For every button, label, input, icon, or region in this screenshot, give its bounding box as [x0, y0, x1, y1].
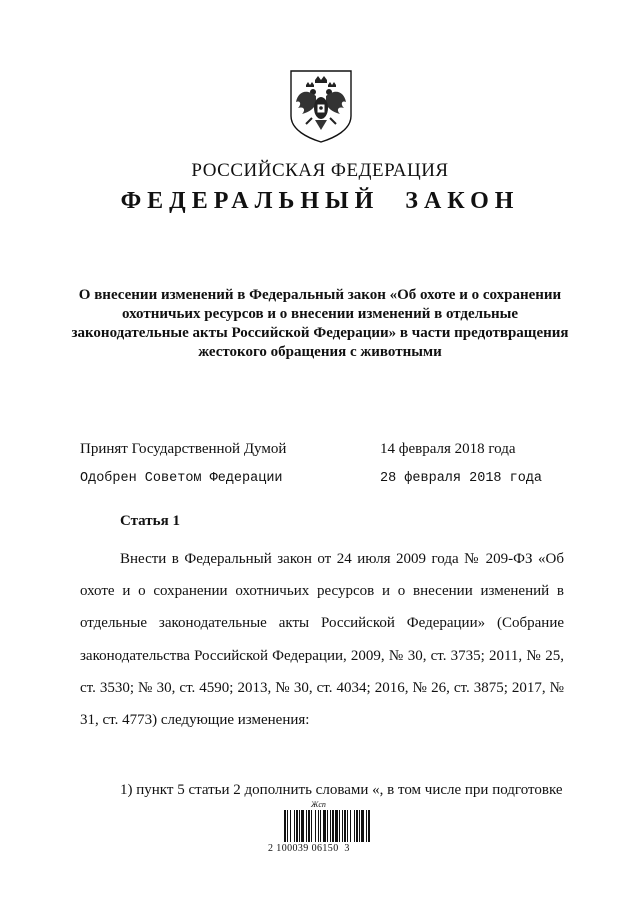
- article-item-1: 1) пункт 5 статьи 2 дополнить словами «, в том числе при подготовке: [120, 782, 563, 798]
- coat-of-arms-icon: [288, 68, 354, 144]
- council-date: 28 февраля 2018 года: [380, 471, 543, 486]
- article-paragraph: Внести в Федеральный закон от 24 июля 2009 года № 209-ФЗ «Об охоте и о сохранении охотничьих ресурсов и о внесении изменений в отдельные законодательные акты Российской Федерации» (Собрание законодательства Российской Федерации, 2009, № 30, ст. 3735; 2011, № 25, ст. 3530; № 30, ст. 4590; 2013, № 30, ст. 4034; 2016, № 26, ст. 3875; 2017, № 31, ст. 4773) следующие изменения:: [80, 551, 564, 729]
- document-type: ФЕДЕРАЛЬНЫЙ ЗАКОН: [120, 188, 520, 214]
- barcode-number: 2 100039 06150 3: [268, 843, 350, 854]
- duma-label: Принят Государственной Думой: [80, 441, 287, 457]
- barcode-icon: [283, 810, 371, 842]
- law-title: О внесении изменений в Федеральный закон «Об охоте и о сохранении охотничьих ресурсов и о внесении изменений в отдельные законодательные акты Российской Федерации» в части предотвращения жестокого обращения с животными: [71, 287, 569, 360]
- duma-date: 14 февраля 2018 года: [380, 441, 516, 457]
- article-heading: Статья 1: [120, 513, 180, 529]
- article-body: [80, 543, 564, 736]
- country-name: РОССИЙСКАЯ ФЕДЕРАЦИЯ: [191, 160, 449, 181]
- signature-mark: Жсп: [311, 800, 326, 809]
- council-label: Одобрен Советом Федерации: [80, 471, 283, 486]
